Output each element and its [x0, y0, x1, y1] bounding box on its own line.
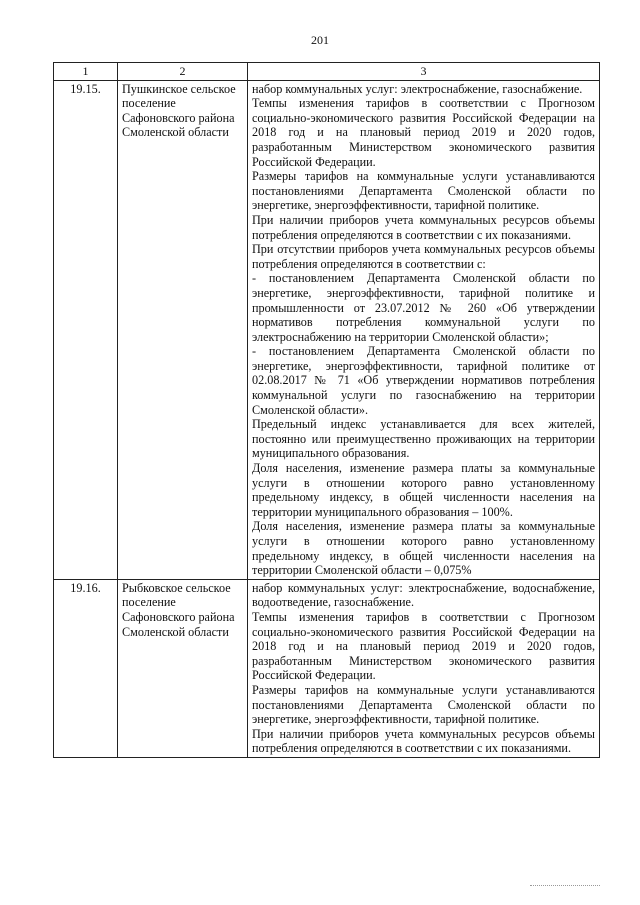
- table-row: [54, 80, 600, 579]
- paragraph: Размеры тарифов на коммунальные услуги устанавливаются постановлениями Департамента Смоленской области по энергетике, энергоэффективности, тарифной политике.: [252, 169, 595, 213]
- municipality-name: Рыбковское сельское поселение Сафоновского района Смоленской области: [118, 579, 248, 757]
- paragraph: Темпы изменения тарифов в соответствии с Прогнозом социально-экономического развития Российской Федерации на 2018 год и на плановый период 2019 и 2020 годов, разработанным Министерством экономического развития Российской Федерации.: [252, 96, 595, 169]
- header-row: [54, 63, 600, 81]
- paragraph: При отсутствии приборов учета коммунальных ресурсов объемы потребления определяются в соответствии с:: [252, 242, 595, 271]
- municipality-name: Пушкинское сельское поселение Сафоновского района Смоленской области: [118, 80, 248, 579]
- paragraph: - постановлением Департамента Смоленской области по энергетике, энергоэффективности, тарифной политике и промышленности от 23.07.2012 № 260 «Об утверждении нормативов потребления коммунальной услуги по электроснабжению на территории Смоленской области»;: [252, 271, 595, 344]
- scan-artifact: [530, 885, 600, 887]
- column-header-2: 2: [118, 63, 248, 81]
- row-number: 19.16.: [54, 579, 118, 757]
- paragraph: - постановлением Департамента Смоленской области по энергетике, энергоэффективности, тарифной политике от 02.08.2017 № 71 «Об утверждении нормативов потребления коммунальной услуги по газоснабжению на территории Смоленской области».: [252, 344, 595, 417]
- paragraph: Темпы изменения тарифов в соответствии с Прогнозом социально-экономического развития Российской Федерации на 2018 год и на плановый период 2019 и 2020 годов, разработанным Министерством экономического развития Российской Федерации.: [252, 609, 595, 683]
- row-description: [248, 80, 600, 579]
- column-header-3: 3: [248, 63, 600, 81]
- column-header-1: 1: [54, 63, 118, 81]
- paragraph: набор коммунальных услуг: электроснабжение, водоснабжение, водоотведение, газоснабжение.: [252, 580, 595, 610]
- row-description: [248, 579, 600, 757]
- table-row: [54, 579, 600, 757]
- tariff-table: [53, 62, 600, 758]
- paragraph: При наличии приборов учета коммунальных ресурсов объемы потребления определяются в соответствии с их показаниями.: [252, 726, 595, 756]
- paragraph: набор коммунальных услуг: электроснабжение, газоснабжение.: [252, 81, 583, 96]
- paragraph: При наличии приборов учета коммунальных ресурсов объемы потребления определяются в соответствии с их показаниями.: [252, 212, 595, 242]
- paragraph: Доля населения, изменение размера платы за коммунальные услуги в отношении которого равно установленному предельному индексу, в общей численности населения на территории Смоленской области – 0,075%: [252, 519, 595, 578]
- row-number: 19.15.: [54, 80, 118, 579]
- page-number: 201: [311, 33, 329, 47]
- paragraph: Доля населения, изменение размера платы за коммунальные услуги в отношении которого равно установленному предельному индексу, в общей численности населения на территории муниципального образования – 100%.: [252, 461, 595, 519]
- paragraph: Предельный индекс устанавливается для всех жителей, постоянно или преимущественно проживающих на территории муниципального образования.: [252, 417, 595, 461]
- paragraph: Размеры тарифов на коммунальные услуги устанавливаются постановлениями Департамента Смоленской области по энергетике, энергоэффективности, тарифной политике.: [252, 682, 595, 727]
